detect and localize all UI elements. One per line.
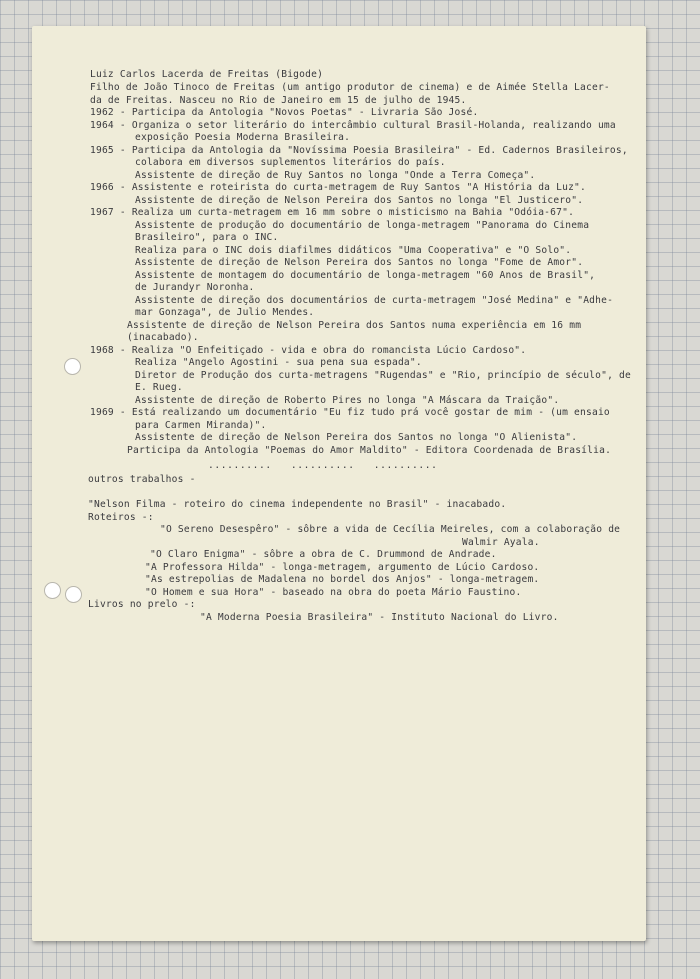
text-line: Assistente de direção de Nelson Pereira dos Santos no longa "O Alienista". [135, 432, 578, 443]
heading-name: Luiz Carlos Lacerda de Freitas (Bigode) [90, 69, 324, 80]
text-line: Assistente de produção do documentário de longa-metragem "Panorama do Cinema [135, 220, 590, 231]
year-entry-1969: 1969 - Está realizando um documentário "Eu fiz tudo prá você gostar de mim - (um ensaio [90, 407, 610, 418]
text-line: de Jurandyr Noronha. [135, 282, 255, 293]
text-line: Brasileiro", para o INC. [135, 232, 279, 243]
text-line: Assistente de direção dos documentários de curta-metragem "José Medina" e "Adhe- [135, 295, 614, 306]
text-line: Assistente de direção de Roberto Pires no longa "A Máscara da Traição". [135, 395, 560, 406]
typewritten-page [32, 26, 646, 941]
text-line: exposição Poesia Moderna Brasileira. [135, 132, 351, 143]
text-line: Assistente de montagem do documentário de longa-metragem "60 Anos de Brasil", [135, 270, 596, 281]
text-line: Assistente de direção de Nelson Pereira dos Santos no longa "Fome de Amor". [135, 257, 584, 268]
document-body [32, 26, 646, 634]
text-line: para Carmen Miranda)". [135, 420, 267, 431]
year-entry-1965: 1965 - Participa da Antologia da "Novíssima Poesia Brasileira" - Ed. Cadernos Brasileiros, [90, 145, 628, 156]
text-line: Diretor de Produção dos curta-metragens "Rugendas" e "Rio, princípio de século", de [135, 370, 632, 381]
year-entry-1967: 1967 - Realiza um curta-metragem em 16 mm sobre o misticismo na Bahia "Odóia-67". [90, 207, 575, 218]
section-heading-books: Livros no prelo -: [88, 599, 196, 610]
text-line: (inacabado). [127, 332, 199, 343]
text-line: Assistente de direção de Ruy Santos no longa "Onde a Terra Começa". [135, 170, 536, 181]
text-line: "Nelson Filma - roteiro do cinema independente no Brasil" - inacabado. [88, 499, 507, 510]
text-line: Assistente de direção de Nelson Pereira dos Santos no longa "El Justicero". [135, 195, 584, 206]
script-item: "A Professora Hilda" - longa-metragem, argumento de Lúcio Cardoso. [145, 562, 540, 573]
year-entry-1968: 1968 - Realiza "O Enfeitiçado - vida e obra do romancista Lúcio Cardoso". [90, 345, 527, 356]
text-line: Filho de João Tinoco de Freitas (um antigo produtor de cinema) e de Aimée Stella Lacer- [90, 82, 610, 93]
text-line: Walmir Ayala. [462, 537, 540, 548]
script-item: "O Sereno Desespêro" - sôbre a vida de Cecília Meireles, com a colaboração de [160, 524, 621, 535]
text-line: Assistente de direção de Nelson Pereira dos Santos numa experiência em 16 mm [127, 320, 582, 331]
year-entry-1962: 1962 - Participa da Antologia "Novos Poetas" - Livraria São José. [90, 107, 479, 118]
text-line: colabora em diversos suplementos literários do país. [135, 157, 446, 168]
year-entry-1964: 1964 - Organiza o setor literário do intercâmbio cultural Brasil-Holanda, realizando uma [90, 120, 616, 131]
script-item: "O Claro Enigma" - sôbre a obra de C. Drummond de Andrade. [150, 549, 497, 560]
text-line: mar Gonzaga", de Julio Mendes. [135, 307, 315, 318]
book-item: "A Moderna Poesia Brasileira" - Instituto Nacional do Livro. [200, 612, 559, 623]
dotted-separator: .......... .......... .......... [208, 460, 438, 471]
text-line: E. Rueg. [135, 382, 183, 393]
section-heading-other-works: outros trabalhos - [88, 474, 196, 485]
year-entry-1966: 1966 - Assistente e roteirista do curta-metragem de Ruy Santos "A História da Luz". [90, 182, 587, 193]
section-heading-scripts: Roteiros -: [88, 512, 154, 523]
text-line: da de Freitas. Nasceu no Rio de Janeiro em 15 de julho de 1945. [90, 95, 467, 106]
text-line: Realiza para o INC dois diafilmes didáticos "Uma Cooperativa" e "O Solo". [135, 245, 572, 256]
script-item: "O Homem e sua Hora" - baseado na obra do poeta Mário Faustino. [145, 587, 522, 598]
text-line: Realiza "Angelo Agostini - sua pena sua espada". [135, 357, 422, 368]
text-line: Participa da Antologia "Poemas do Amor Maldito" - Editora Coordenada de Brasília. [127, 445, 612, 456]
script-item: "As estrepolias de Madalena no bordel dos Anjos" - longa-metragem. [145, 574, 540, 585]
